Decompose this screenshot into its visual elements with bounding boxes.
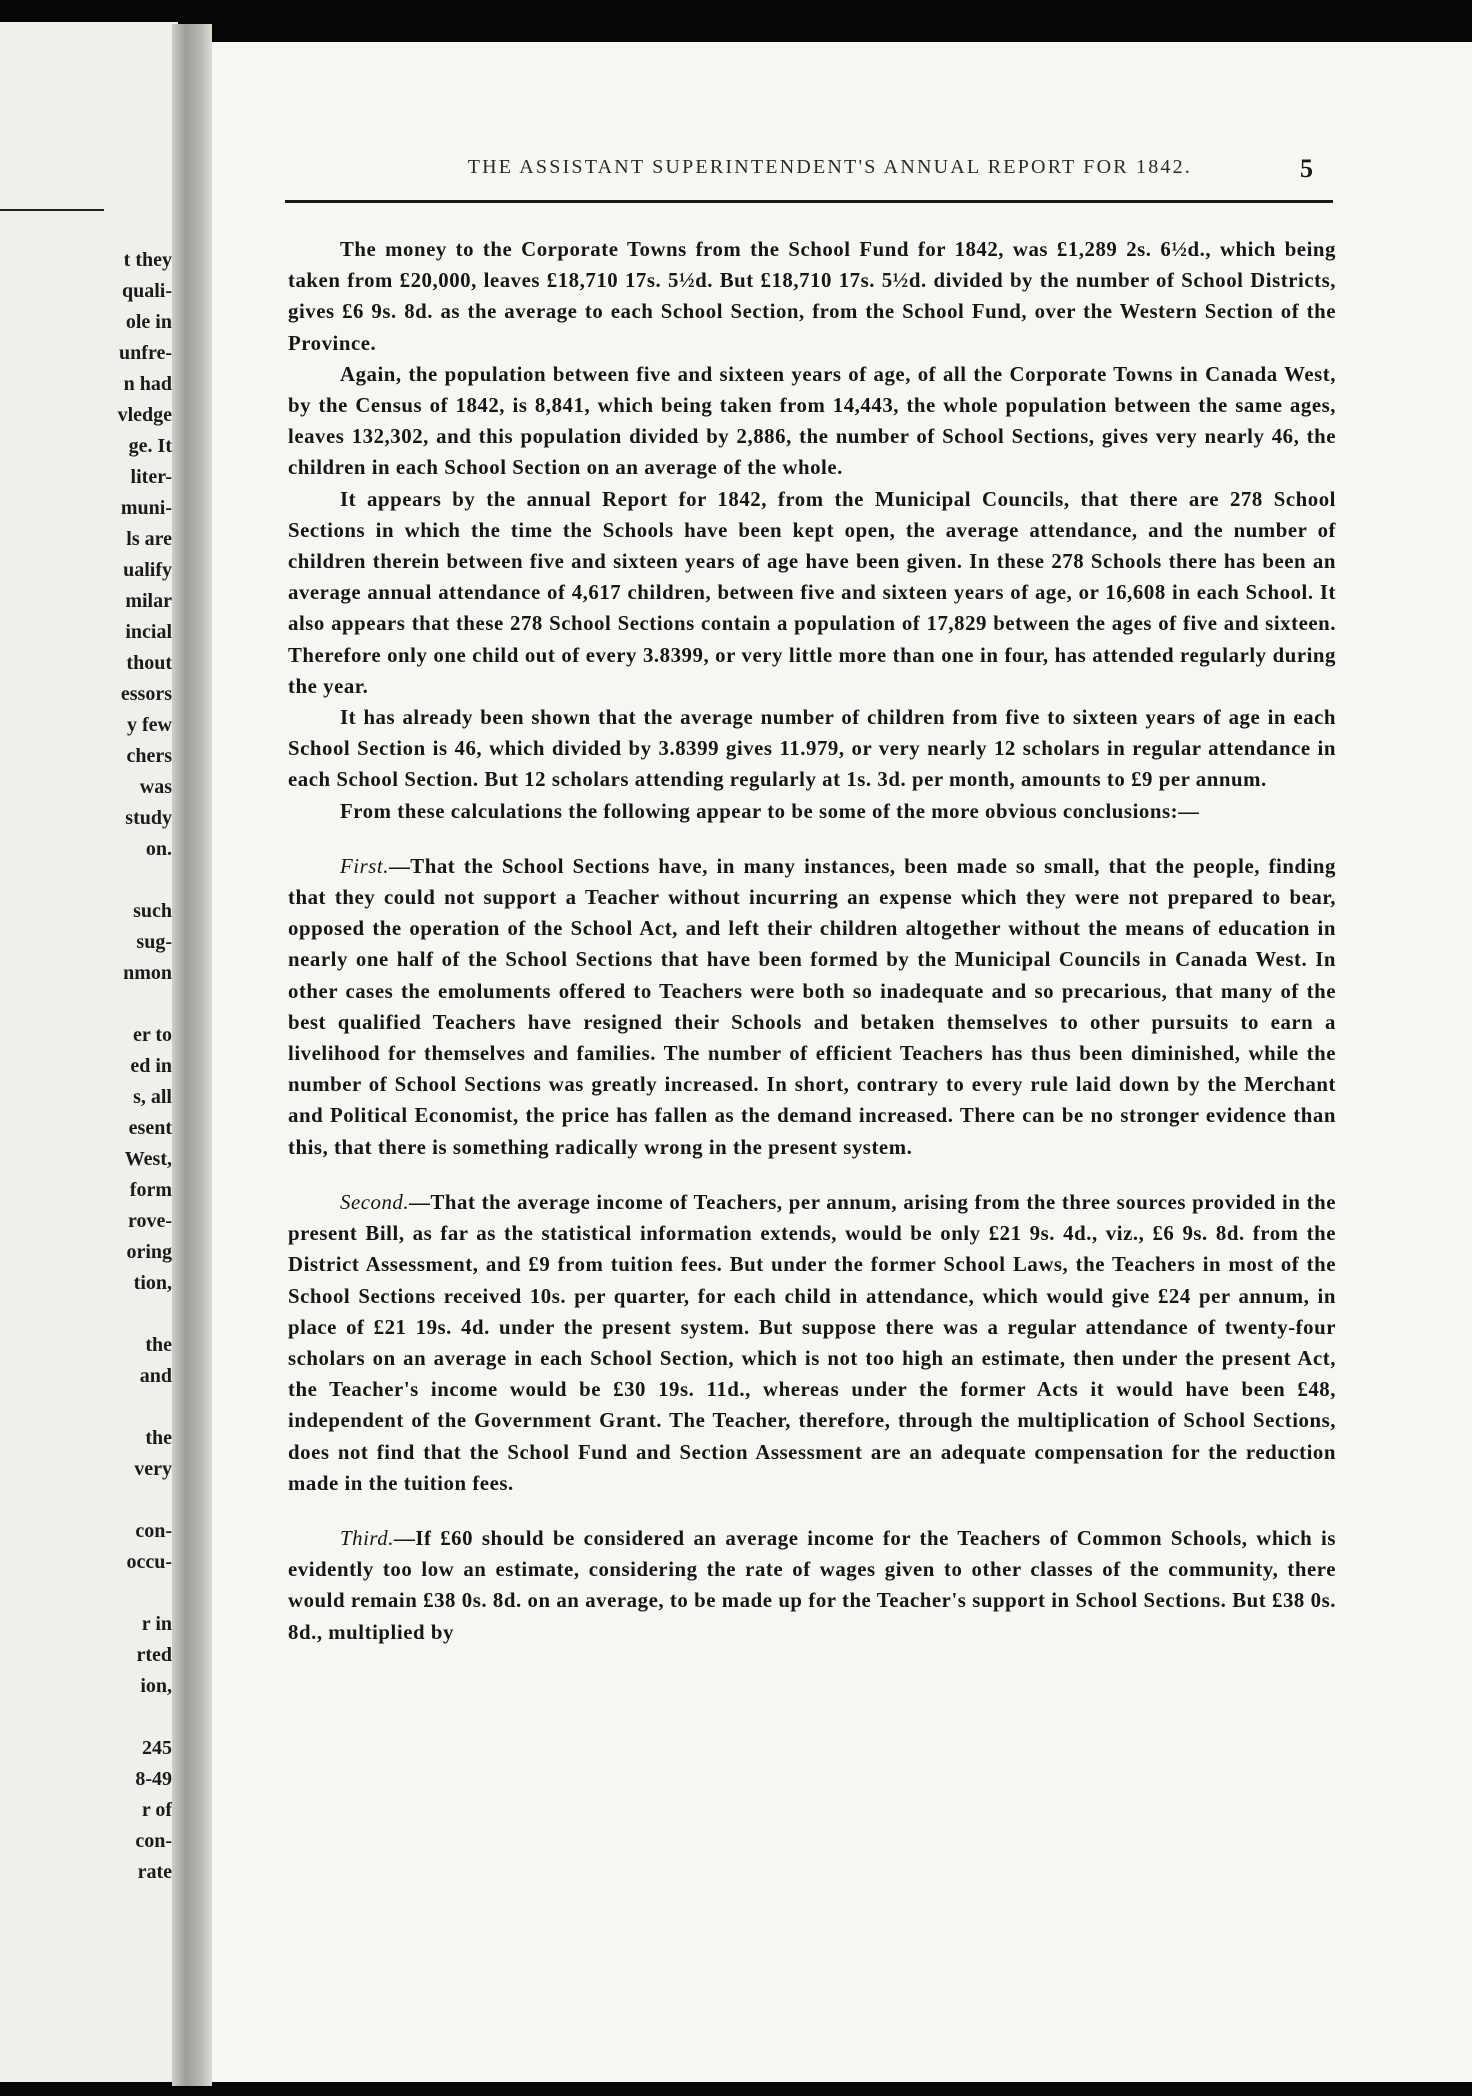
paragraph-second [288,1187,1336,1499]
header-rule [285,200,1333,203]
left-page-line: quali- [121,280,172,302]
left-page-line: r of [141,1799,172,1821]
left-page-line: ion, [140,1675,172,1697]
running-head: THE ASSISTANT SUPERINTENDENT'S ANNUAL REPORT FOR 1842. [467,156,1192,178]
left-page-line: incial [125,621,172,643]
left-page-line: ls are [126,528,172,550]
left-page-line: oring [126,1241,172,1263]
left-page-line: sug- [136,931,172,953]
left-page-line: er to [132,1024,172,1046]
left-page-gap [52,1485,172,1516]
left-page-line: t they [123,249,172,271]
label-third: Third. [340,1526,394,1550]
left-page-line: rted [136,1644,172,1666]
left-page-line: occu- [126,1551,172,1573]
left-page-line: muni- [120,497,172,519]
left-page-line: esent [128,1117,172,1139]
left-page-line: ge. It [128,435,172,457]
paragraph-first [288,851,1336,1163]
paragraph-corporate-towns: The money to the Corporate Towns from the School Fund for 1842, was £1,289 2s. 6½d., which being taken from £20,000, leaves £18,710 17s. 5½d. But £18,710 17s. 5½d. divided by the number of School Districts, gives £6 9s. 8d. as the average to each School Section, from the School Fund, over the Western Section of the Province. [288,238,1336,355]
left-page-line: ed in [130,1055,172,1077]
text-second: —That the average income of Teachers, per annum, arising from the three sources provided in the present Bill, as far as the statistical information extends, would be only £21 9s. 4d., viz., £6 9s. 8d. from the District Assessment, and £9 from tuition fees. But under the former School Laws, the Teachers in most of the School Sections received 10s. per quarter, for each child in attendance, which would give £24 per annum, in place of £21 19s. 4d. under the present system. But suppose there was a regular attendance of twenty-four scholars on an average in each School Section, which is not too high an estimate, then under the present Act, the Teacher's income would be £30 19s. 11d., whereas under the former Acts it would have been £48, independent of the Government Grant. The Teacher, therefore, through the multiplication of School Sections, does not find that the School Fund and Section Assessment are an adequate compensation for the reduction made in the tuition fees. [288,1190,1336,1495]
paragraph-annual-report: It appears by the annual Report for 1842, from the Municipal Councils, that there are 278 School Sections in which the time the Schools have been kept open, the average attendance, and the number of children therein between five and sixteen years of age have been given. In these 278 Schools there has been an average annual attendance of 4,617 children, between five and sixteen years of age, or 16,608 in each School. It also appears that these 278 School Sections contain a population of 17,829 between the ages of five and sixteen. Therefore only one child out of every 3.8399, or very little more than one in four, has attended regularly during the year. [288,487,1336,698]
left-page-line: rove- [127,1210,172,1232]
left-page-line: ualify [123,559,172,581]
left-page-line: rate [137,1861,172,1883]
page-number: 5 [1300,154,1313,183]
left-page-line: form [129,1179,172,1201]
left-page-line: 8-49 [135,1768,172,1790]
left-page-line: the [145,1427,172,1449]
left-page-gap [52,865,172,896]
left-page-line: con- [135,1830,172,1852]
left-page-line: ole in [125,311,172,333]
left-page-line: essors [120,683,172,705]
left-page-line: liter- [130,466,172,488]
left-page-line: milar [125,590,172,612]
left-page-line: tion, [133,1272,172,1294]
paragraph-conclusions-intro: From these calculations the following appear to be some of the more obvious conclusions:— [340,799,1200,823]
left-page-text-column [52,245,172,1888]
left-page-line: on. [145,838,172,860]
left-page-gap [52,989,172,1020]
left-page-line: study [125,807,172,829]
page-body [288,234,1336,1648]
left-page-line: s, all [133,1086,172,1108]
paragraph-average-number: It has already been shown that the average number of children from five to sixteen years of age in each School Section is 46, which divided by 3.8399 gives 11.979, or very nearly 12 scholars in regular attendance in each School Section. But 12 scholars attending regularly at 1s. 3d. per month, amounts to £9 per annum. [288,706,1336,792]
left-page-line: thout [126,652,172,674]
left-page-fragment [0,22,178,2082]
left-page-gap [52,1299,172,1330]
left-page-line: was [139,776,172,798]
book-gutter [172,24,212,2086]
left-page-line: and [139,1365,172,1387]
left-page-line: the [145,1334,172,1356]
top-dark-border [0,0,1472,24]
left-page-gap [52,1392,172,1423]
paragraph-third [288,1523,1336,1648]
label-first: First. [340,854,389,878]
label-second: Second. [340,1190,410,1214]
text-first: —That the School Sections have, in many instances, been made so small, that the people, finding that they could not support a Teacher without incurring an expense which they were not prepared to bear, opposed the operation of the School Act, and left their children altogether without the means of education in nearly one half of the School Sections that have been formed by the Municipal Councils in Canada West. In other cases the emoluments offered to Teachers were both so inadequate and so precarious, that many of the best qualified Teachers have resigned their Schools and betaken themselves to other pursuits to earn a livelihood for themselves and families. The number of efficient Teachers has thus been diminished, while the number of School Sections was greatly increased. In short, contrary to every rule laid down by the Merchant and Political Economist, the price has fallen as the demand increased. There can be no stronger evidence than this, that there is something radically wrong in the present system. [288,854,1336,1159]
left-page-gap [52,1578,172,1609]
left-page-head-rule [0,209,104,211]
left-page-line: such [133,900,172,922]
left-page-line: chers [126,745,172,767]
paragraph-population: Again, the population between five and sixteen years of age, of all the Corporate Towns in Canada West, by the Census of 1842, is 8,841, which being taken from 14,443, the whole population between the same ages, leaves 132,302, and this population divided by 2,886, the number of School Sections, gives very nearly 46, the children in each School Section on an average of the whole. [288,362,1336,480]
left-page-line: r in [141,1613,172,1635]
left-page-line: nmon [123,962,172,984]
left-page-line: con- [135,1520,172,1542]
left-page-line: vledge [117,404,172,426]
left-page-line: n had [123,373,172,395]
left-page-line: y few [127,714,172,736]
left-page-line: very [134,1458,172,1480]
left-page-line: West, [124,1148,172,1170]
left-page-line: 245 [142,1737,172,1759]
left-page-gap [52,1702,172,1733]
left-page-line: unfre- [119,342,172,364]
text-third: —If £60 should be considered an average income for the Teachers of Common Schools, which is evidently too low an estimate, considering the rate of wages given to other classes of the community, there would remain £38 0s. 8d. on an average, to be made up for the Teacher's support in School Sections. But £38 0s. 8d., multiplied by [288,1526,1336,1644]
